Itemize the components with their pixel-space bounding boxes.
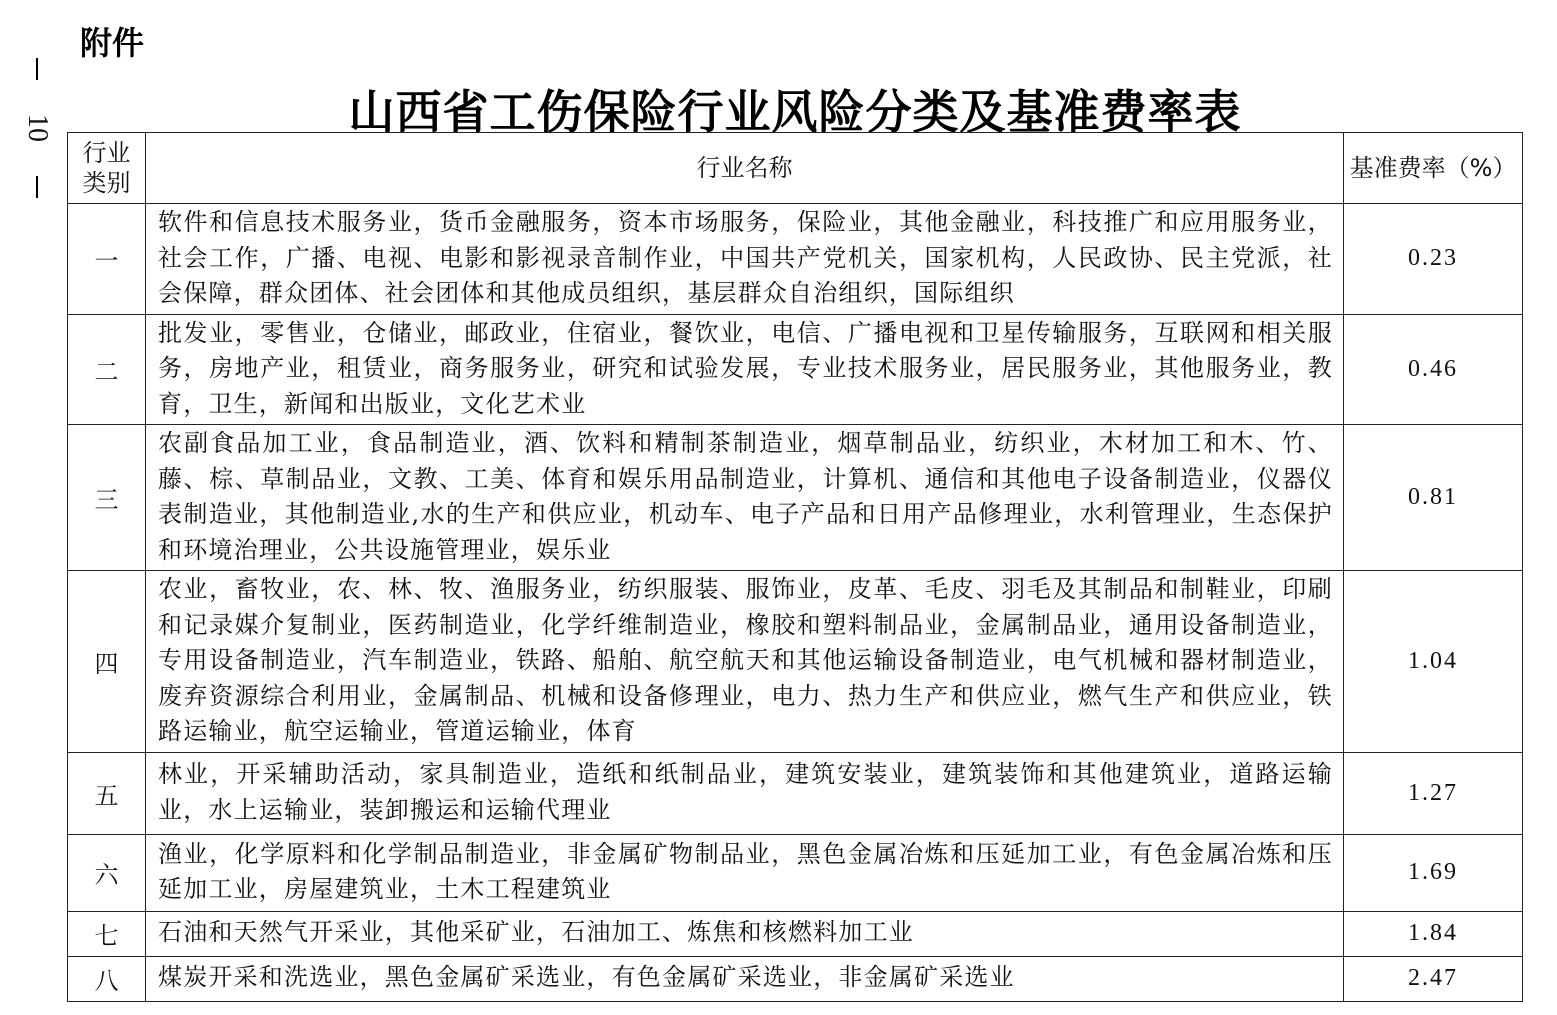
row-industries: 渔业，化学原料和化学制品制造业，非金属矿物制品业，黑色金属冶炼和压延加工业，有色金属冶炼和压延加工业，房屋建筑业，土木工程建筑业	[146, 834, 1344, 911]
page-number-text: 10	[22, 114, 53, 142]
table-row	[68, 911, 1523, 956]
header-category: 行业类别	[68, 133, 146, 204]
row-industries: 石油和天然气开采业，其他采矿业，石油加工、炼焦和核燃料加工业	[146, 911, 1344, 956]
row-rate: 0.46	[1344, 314, 1523, 425]
table-row	[68, 425, 1523, 571]
table-row	[68, 204, 1523, 315]
header-industry-name: 行业名称	[146, 133, 1344, 204]
rate-table	[67, 132, 1523, 1002]
row-category: 八	[68, 956, 146, 1001]
row-industries: 农副食品加工业，食品制造业，酒、饮料和精制茶制造业，烟草制品业，纺织业，木材加工和木、竹、藤、棕、草制品业，文教、工美、体育和娱乐用品制造业，计算机、通信和其他电子设备制造业，仪器仪表制造业，其他制造业,水的生产和供应业，机动车、电子产品和日用产品修理业，水利管理业，生态保护和环境治理业，公共设施管理业，娱乐业	[146, 425, 1344, 571]
row-category: 五	[68, 752, 146, 834]
row-industries: 软件和信息技术服务业，货币金融服务，资本市场服务，保险业，其他金融业，科技推广和应用服务业，社会工作，广播、电视、电影和影视录音制作业，中国共产党机关，国家机构，人民政协、民主党派，社会保障，群众团体、社会团体和其他成员组织，基层群众自治组织，国际组织	[146, 204, 1344, 315]
table-row	[68, 571, 1523, 753]
row-category: 七	[68, 911, 146, 956]
row-industries: 农业，畜牧业，农、林、牧、渔服务业，纺织服装、服饰业，皮革、毛皮、羽毛及其制品和制鞋业，印刷和记录媒介复制业，医药制造业，化学纤维制造业，橡胶和塑料制品业，金属制品业，通用设备制造业，专用设备制造业，汽车制造业，铁路、船舶、航空航天和其他运输设备制造业，电气机械和器材制造业，废弃资源综合利用业，金属制品、机械和设备修理业，电力、热力生产和供应业，燃气生产和供应业，铁路运输业，航空运输业，管道运输业，体育	[146, 571, 1344, 753]
table-row	[68, 834, 1523, 911]
attachment-label: 附件	[80, 24, 145, 62]
row-industries: 林业，开采辅助活动，家具制造业，造纸和纸制品业，建筑安装业，建筑装饰和其他建筑业，道路运输业，水上运输业，装卸搬运和运输代理业	[146, 752, 1344, 834]
header-base-rate: 基准费率（%）	[1344, 133, 1523, 204]
row-category: 六	[68, 834, 146, 911]
table-row	[68, 956, 1523, 1001]
table-header-row	[68, 133, 1523, 204]
row-rate: 1.04	[1344, 571, 1523, 753]
table-row	[68, 752, 1523, 834]
row-category: 三	[68, 425, 146, 571]
row-category: 一	[68, 204, 146, 315]
row-rate: 1.84	[1344, 911, 1523, 956]
row-industries: 批发业，零售业，仓储业，邮政业，住宿业，餐饮业，电信、广播电视和卫星传输服务，互联网和相关服务，房地产业，租赁业，商务服务业，研究和试验发展，专业技术服务业，居民服务业，其他服务业，教育，卫生，新闻和出版业，文化艺术业	[146, 314, 1344, 425]
row-category: 二	[68, 314, 146, 425]
row-industries: 煤炭开采和洗选业，黑色金属矿采选业，有色金属矿采选业，非金属矿采选业	[146, 956, 1344, 1001]
row-rate: 0.23	[1344, 204, 1523, 315]
row-rate: 0.81	[1344, 425, 1523, 571]
row-rate: 2.47	[1344, 956, 1523, 1001]
page-number-dash-bottom	[36, 176, 38, 198]
document-title: 山西省工伤保险行业风险分类及基准费率表	[348, 85, 1242, 139]
row-category: 四	[68, 571, 146, 753]
row-rate: 1.27	[1344, 752, 1523, 834]
row-rate: 1.69	[1344, 834, 1523, 911]
table-row	[68, 314, 1523, 425]
